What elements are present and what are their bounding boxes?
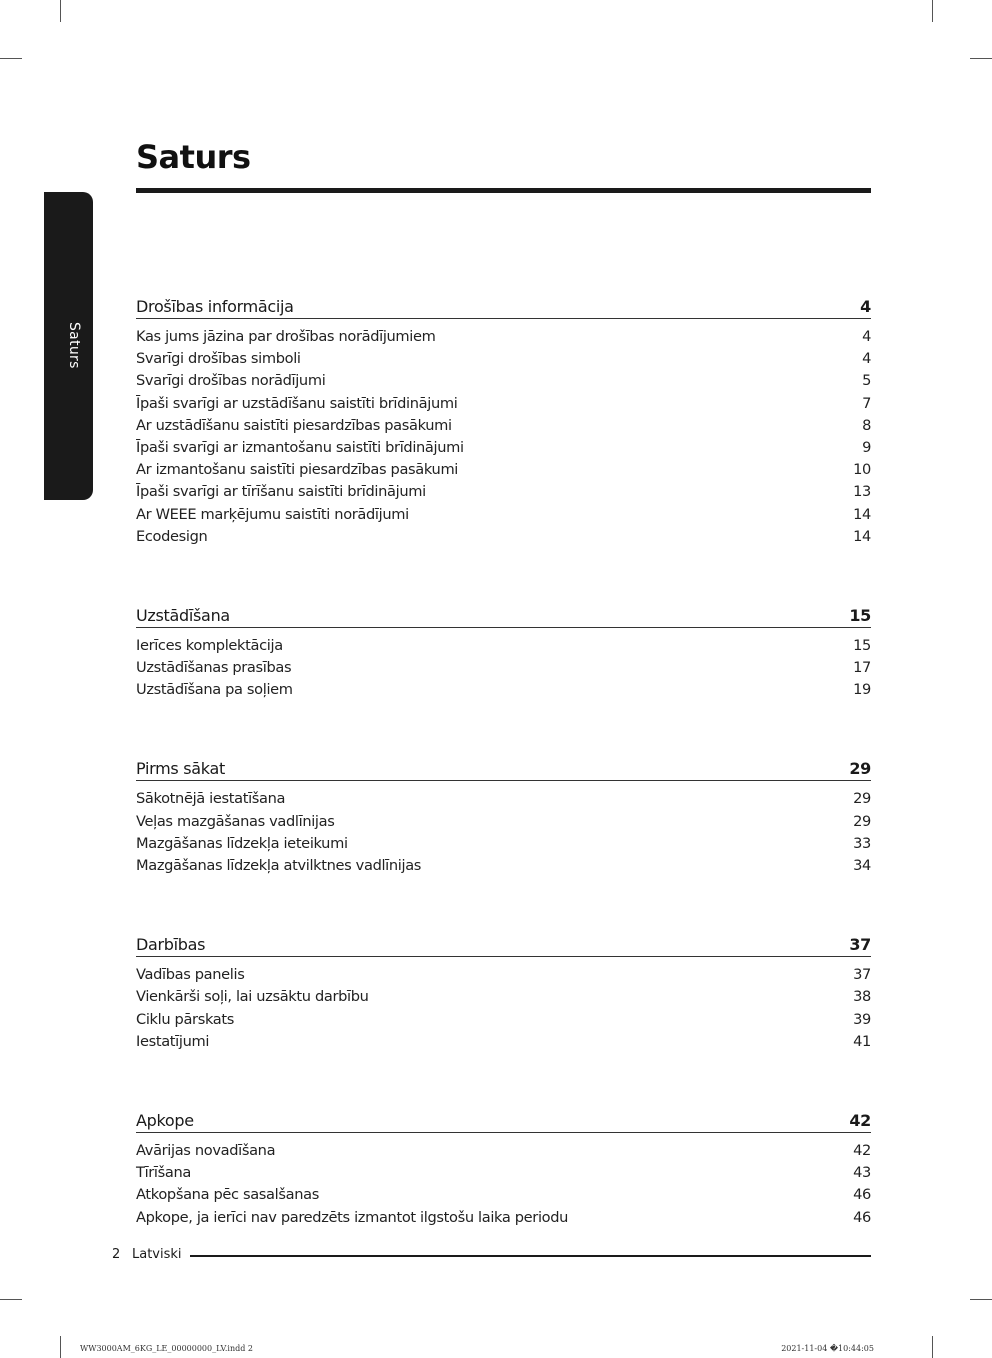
toc-entry-label: Uzstādīšana pa soļiem — [136, 681, 293, 699]
toc-section — [136, 290, 871, 548]
toc-entry-label: Atkopšana pēc sasalšanas — [136, 1186, 319, 1204]
crop-mark — [0, 58, 22, 59]
toc-entry[interactable] — [136, 1162, 871, 1184]
toc-entry-label: Uzstādīšanas prasības — [136, 659, 292, 677]
toc-entry-page: 33 — [853, 834, 871, 852]
toc-entry-label: Ar WEEE marķējumu saistīti norādījumi — [136, 505, 409, 523]
toc-entry-label: Avārijas novadīšana — [136, 1141, 276, 1159]
print-slug-date: 2021-11-04 �10:44:05 — [781, 1344, 874, 1353]
crop-mark — [60, 1336, 61, 1358]
toc-entry[interactable] — [136, 370, 871, 392]
toc-entry-page: 41 — [853, 1032, 871, 1050]
toc-entry-page: 34 — [853, 857, 871, 874]
toc-section-heading[interactable] — [136, 928, 871, 957]
toc-section — [136, 928, 871, 1053]
title-rule — [136, 188, 871, 193]
toc-entry-page: 46 — [853, 1186, 871, 1204]
toc-section — [136, 752, 871, 877]
toc-section-title: Darbības — [136, 935, 206, 955]
toc-item-list — [136, 1140, 871, 1229]
toc-entry[interactable] — [136, 788, 871, 810]
toc-item-list — [136, 326, 871, 548]
toc-entry[interactable] — [136, 833, 871, 855]
toc-section-page: 42 — [849, 1110, 871, 1130]
toc-entry-page: 29 — [853, 790, 871, 808]
crop-mark — [970, 58, 992, 59]
toc-entry-page: 29 — [853, 812, 871, 830]
toc-section-heading[interactable] — [136, 290, 871, 319]
toc-entry-page: 5 — [862, 372, 871, 390]
toc-entry[interactable] — [136, 1184, 871, 1206]
toc-entry-label: Svarīgi drošības norādījumi — [136, 372, 326, 390]
toc-item-list — [136, 788, 871, 877]
toc-entry-page: 19 — [853, 681, 871, 699]
toc-entry-label: Sākotnējā iestatīšana — [136, 790, 286, 808]
toc-section — [136, 1104, 871, 1229]
crop-mark — [0, 1299, 22, 1300]
toc-entry-label: Apkope, ja ierīci nav paredzēts izmantot ilgstošu laika periodu — [136, 1208, 569, 1226]
toc-item-list — [136, 635, 871, 702]
toc-entry-label: Iestatījumi — [136, 1032, 210, 1050]
toc-entry-label: Īpaši svarīgi ar tīrīšanu saistīti brīdinājumi — [136, 483, 426, 501]
crop-mark — [60, 0, 61, 22]
toc-entry-page: 4 — [862, 350, 871, 368]
toc-entry[interactable] — [136, 326, 871, 348]
table-of-contents — [136, 290, 871, 1280]
toc-section-page: 29 — [849, 759, 871, 779]
crop-mark — [932, 1336, 933, 1358]
toc-section-heading[interactable] — [136, 599, 871, 628]
toc-item-list — [136, 964, 871, 1053]
toc-entry-label: Mazgāšanas līdzekļa atvilktnes vadlīnijas — [136, 857, 422, 874]
toc-entry[interactable] — [136, 986, 871, 1008]
toc-entry[interactable] — [136, 1140, 871, 1162]
toc-entry-page: 38 — [853, 988, 871, 1006]
toc-entry[interactable] — [136, 415, 871, 437]
toc-section-title: Apkope — [136, 1110, 194, 1130]
toc-entry-page: 43 — [853, 1164, 871, 1182]
crop-mark — [970, 1299, 992, 1300]
footer-rule — [190, 1255, 871, 1257]
toc-entry-page: 13 — [853, 483, 871, 501]
toc-entry-label: Ierīces komplektācija — [136, 636, 283, 654]
toc-entry[interactable] — [136, 526, 871, 548]
crop-mark — [932, 0, 933, 22]
toc-entry-page: 8 — [862, 416, 871, 434]
toc-entry-label: Ar uzstādīšanu saistīti piesardzības pasākumi — [136, 416, 452, 434]
toc-entry[interactable] — [136, 679, 871, 701]
toc-section-page: 4 — [860, 297, 871, 316]
toc-entry-label: Ecodesign — [136, 527, 208, 545]
toc-entry[interactable] — [136, 657, 871, 679]
toc-entry[interactable] — [136, 481, 871, 503]
toc-section-title: Drošības informācija — [136, 297, 294, 316]
toc-entry[interactable] — [136, 504, 871, 526]
toc-entry[interactable] — [136, 1009, 871, 1031]
side-tab-label: Saturs — [66, 321, 82, 369]
toc-entry[interactable] — [136, 348, 871, 370]
toc-entry-page: 9 — [862, 438, 871, 456]
footer-page-number: 2 — [112, 1247, 121, 1262]
footer-language: Latviski — [132, 1247, 182, 1262]
toc-entry-page: 14 — [853, 505, 871, 523]
toc-entry-label: Vienkārši soļi, lai uzsāktu darbību — [136, 988, 369, 1006]
toc-section-heading[interactable] — [136, 1104, 871, 1133]
toc-entry[interactable] — [136, 437, 871, 459]
toc-entry[interactable] — [136, 1031, 871, 1053]
toc-entry[interactable] — [136, 964, 871, 986]
toc-section-page: 37 — [849, 935, 871, 955]
toc-section-title: Uzstādīšana — [136, 605, 230, 625]
print-slug-file: WW3000AM_6KG_LE_00000000_LV.indd 2 — [80, 1344, 253, 1353]
toc-entry-label: Kas jums jāzina par drošības norādījumiem — [136, 328, 436, 345]
toc-entry[interactable] — [136, 393, 871, 415]
toc-entry-label: Ar izmantošanu saistīti piesardzības pasākumi — [136, 461, 459, 479]
toc-entry-label: Mazgāšanas līdzekļa ieteikumi — [136, 834, 348, 852]
toc-section-page: 15 — [849, 605, 871, 625]
toc-section — [136, 599, 871, 702]
toc-entry-page: 15 — [853, 636, 871, 654]
toc-entry-label: Svarīgi drošības simboli — [136, 350, 301, 368]
toc-entry-label: Vadības panelis — [136, 966, 245, 984]
toc-entry-page: 10 — [853, 461, 871, 479]
toc-entry-label: Veļas mazgāšanas vadlīnijas — [136, 812, 335, 830]
toc-entry[interactable] — [136, 635, 871, 657]
toc-entry[interactable] — [136, 459, 871, 481]
toc-entry-label: Tīrīšana — [136, 1164, 191, 1182]
toc-entry-page: 4 — [862, 328, 871, 345]
toc-entry[interactable] — [136, 855, 871, 877]
toc-entry-page: 14 — [853, 527, 871, 545]
toc-entry-page: 37 — [853, 966, 871, 984]
toc-entry[interactable] — [136, 811, 871, 833]
toc-entry-page: 17 — [853, 659, 871, 677]
toc-entry-label: Īpaši svarīgi ar uzstādīšanu saistīti brīdinājumi — [136, 394, 458, 412]
toc-entry-page: 39 — [853, 1010, 871, 1028]
toc-entry-page: 7 — [862, 394, 871, 412]
toc-entry[interactable] — [136, 1207, 871, 1229]
toc-section-heading[interactable] — [136, 752, 871, 781]
toc-entry-label: Īpaši svarīgi ar izmantošanu saistīti brīdinājumi — [136, 438, 464, 456]
toc-section-title: Pirms sākat — [136, 759, 225, 779]
page-title: Saturs — [136, 138, 251, 176]
toc-entry-label: Ciklu pārskats — [136, 1010, 235, 1028]
toc-entry-page: 46 — [853, 1208, 871, 1226]
toc-entry-page: 42 — [853, 1141, 871, 1159]
